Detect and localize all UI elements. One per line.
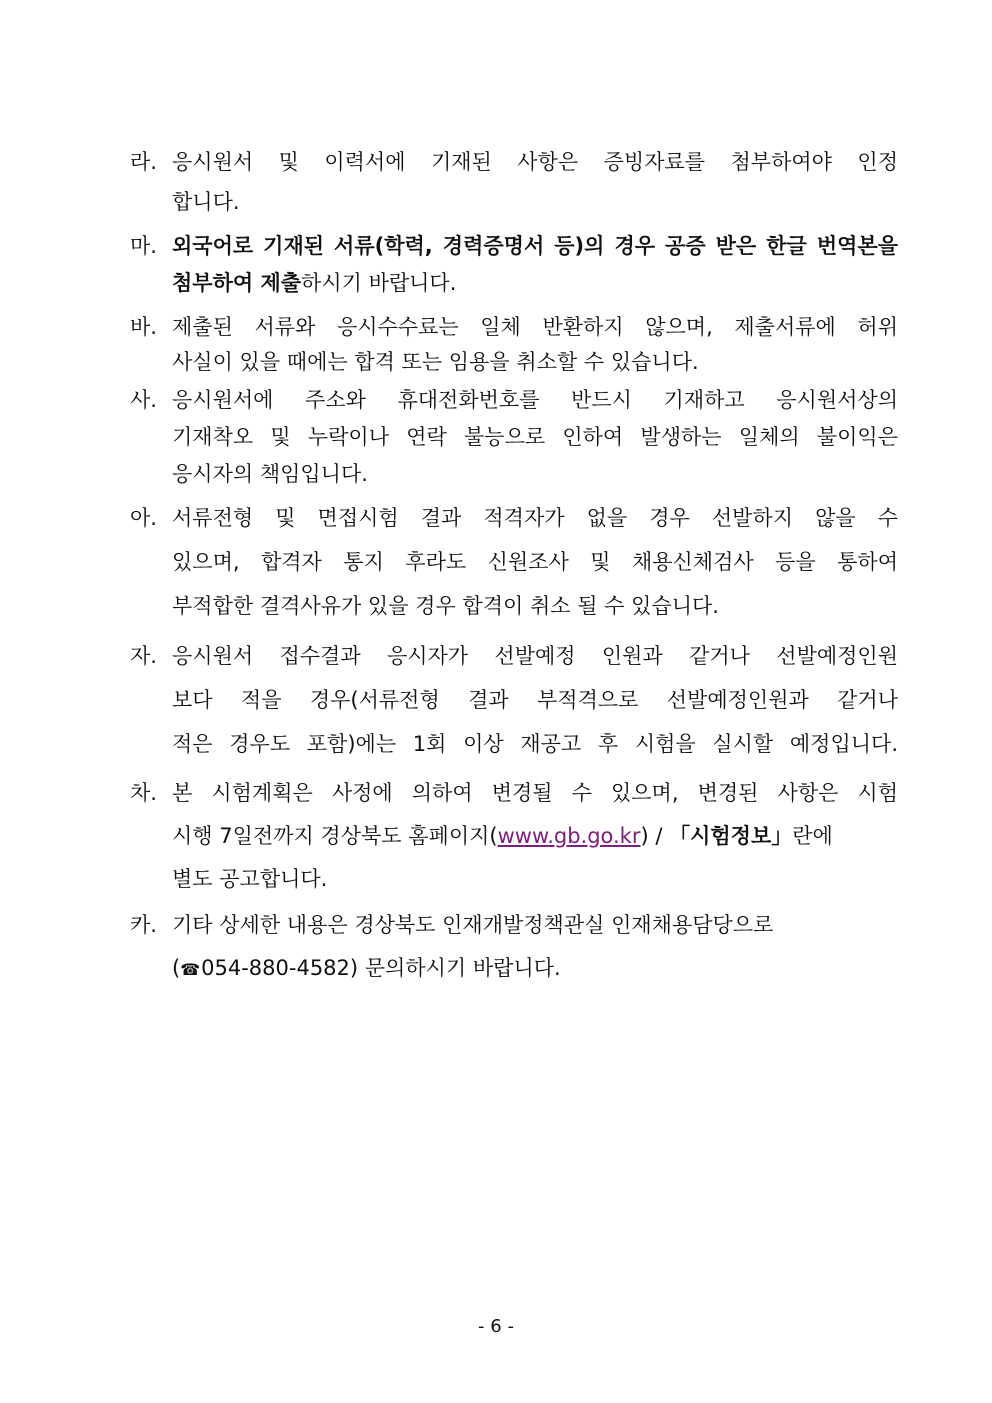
bold-text: 첨부하여 제출 [172,271,302,295]
item-marker: 마. [130,234,157,258]
item-marker: 아. [130,506,157,530]
item-text-line: 합니다. [172,190,240,214]
item-text-line: 기재착오 및 누락이나 연락 불능으로 인하여 발생하는 일체의 불이익은 [172,425,898,449]
item-text-line: 사실이 있을 때에는 합격 또는 임용을 취소할 수 있습니다. [172,350,699,374]
item-text-line: 응시원서 접수결과 응시자가 선발예정 인원과 같거나 선발예정인원 [172,644,898,668]
bold-text: 「시험정보」 [669,824,793,848]
item-text-line [172,952,898,982]
item-text-line: 기타 상세한 내용은 경상북도 인재개발정책관실 인재채용담당으로 [172,913,774,937]
item-text-line: 보다 적을 경우(서류전형 결과 부적격으로 선발예정인원과 같거나 [172,688,898,712]
item-text-line: 응시원서에 주소와 휴대전화번호를 반드시 기재하고 응시원서상의 [172,388,898,412]
item-text-line: 본 시험계획은 사정에 의하여 변경될 수 있으며, 변경된 사항은 시험 [172,781,898,805]
plain-text: 054-880-4582) 문의하시기 바랍니다. [201,956,561,980]
item-text-line: 적은 경우도 포함)에는 1회 이상 재공고 후 시험을 실시할 예정입니다. [172,732,898,756]
item-text-line: 별도 공고합니다. [172,867,328,891]
item-marker: 차. [130,781,157,805]
plain-text: 란에 [792,824,833,848]
website-link[interactable]: www.gb.go.kr [497,824,641,848]
item-text-line [172,820,898,850]
item-text-line: 있으며, 합격자 통지 후라도 신원조사 및 채용신체검사 등을 통하여 [172,550,898,574]
phone-icon: ☎ [180,960,201,979]
plain-text: ) / [640,824,670,848]
item-text-line: 제출된 서류와 응시수수료는 일체 반환하지 않으며, 제출서류에 허위 [172,315,898,339]
item-text-line: 서류전형 및 면접시험 결과 적격자가 없을 경우 선발하지 않을 수 [172,506,898,530]
item-marker: 자. [130,644,157,668]
plain-text: 시행 7일전까지 경상북도 홈페이지( [172,824,498,848]
plain-text: 하시기 바랍니다. [301,271,457,295]
item-marker: 카. [130,913,157,937]
item-marker: 바. [130,315,157,339]
item-marker: 사. [130,388,157,412]
item-text-line: 부적합한 결격사유가 있을 경우 합격이 취소 될 수 있습니다. [172,594,719,618]
item-marker: 라. [130,150,157,174]
plain-text: ( [172,956,181,980]
item-text-line: 응시원서 및 이력서에 기재된 사항은 증빙자료를 첨부하여야 인정 [172,150,898,174]
page-number: - 6 - [478,1316,514,1337]
item-text-line: 외국어로 기재된 서류(학력, 경력증명서 등)의 경우 공증 받은 한글 번역본을 [172,234,898,258]
item-text-line [172,267,898,297]
item-text-line: 응시자의 책임입니다. [172,462,368,486]
